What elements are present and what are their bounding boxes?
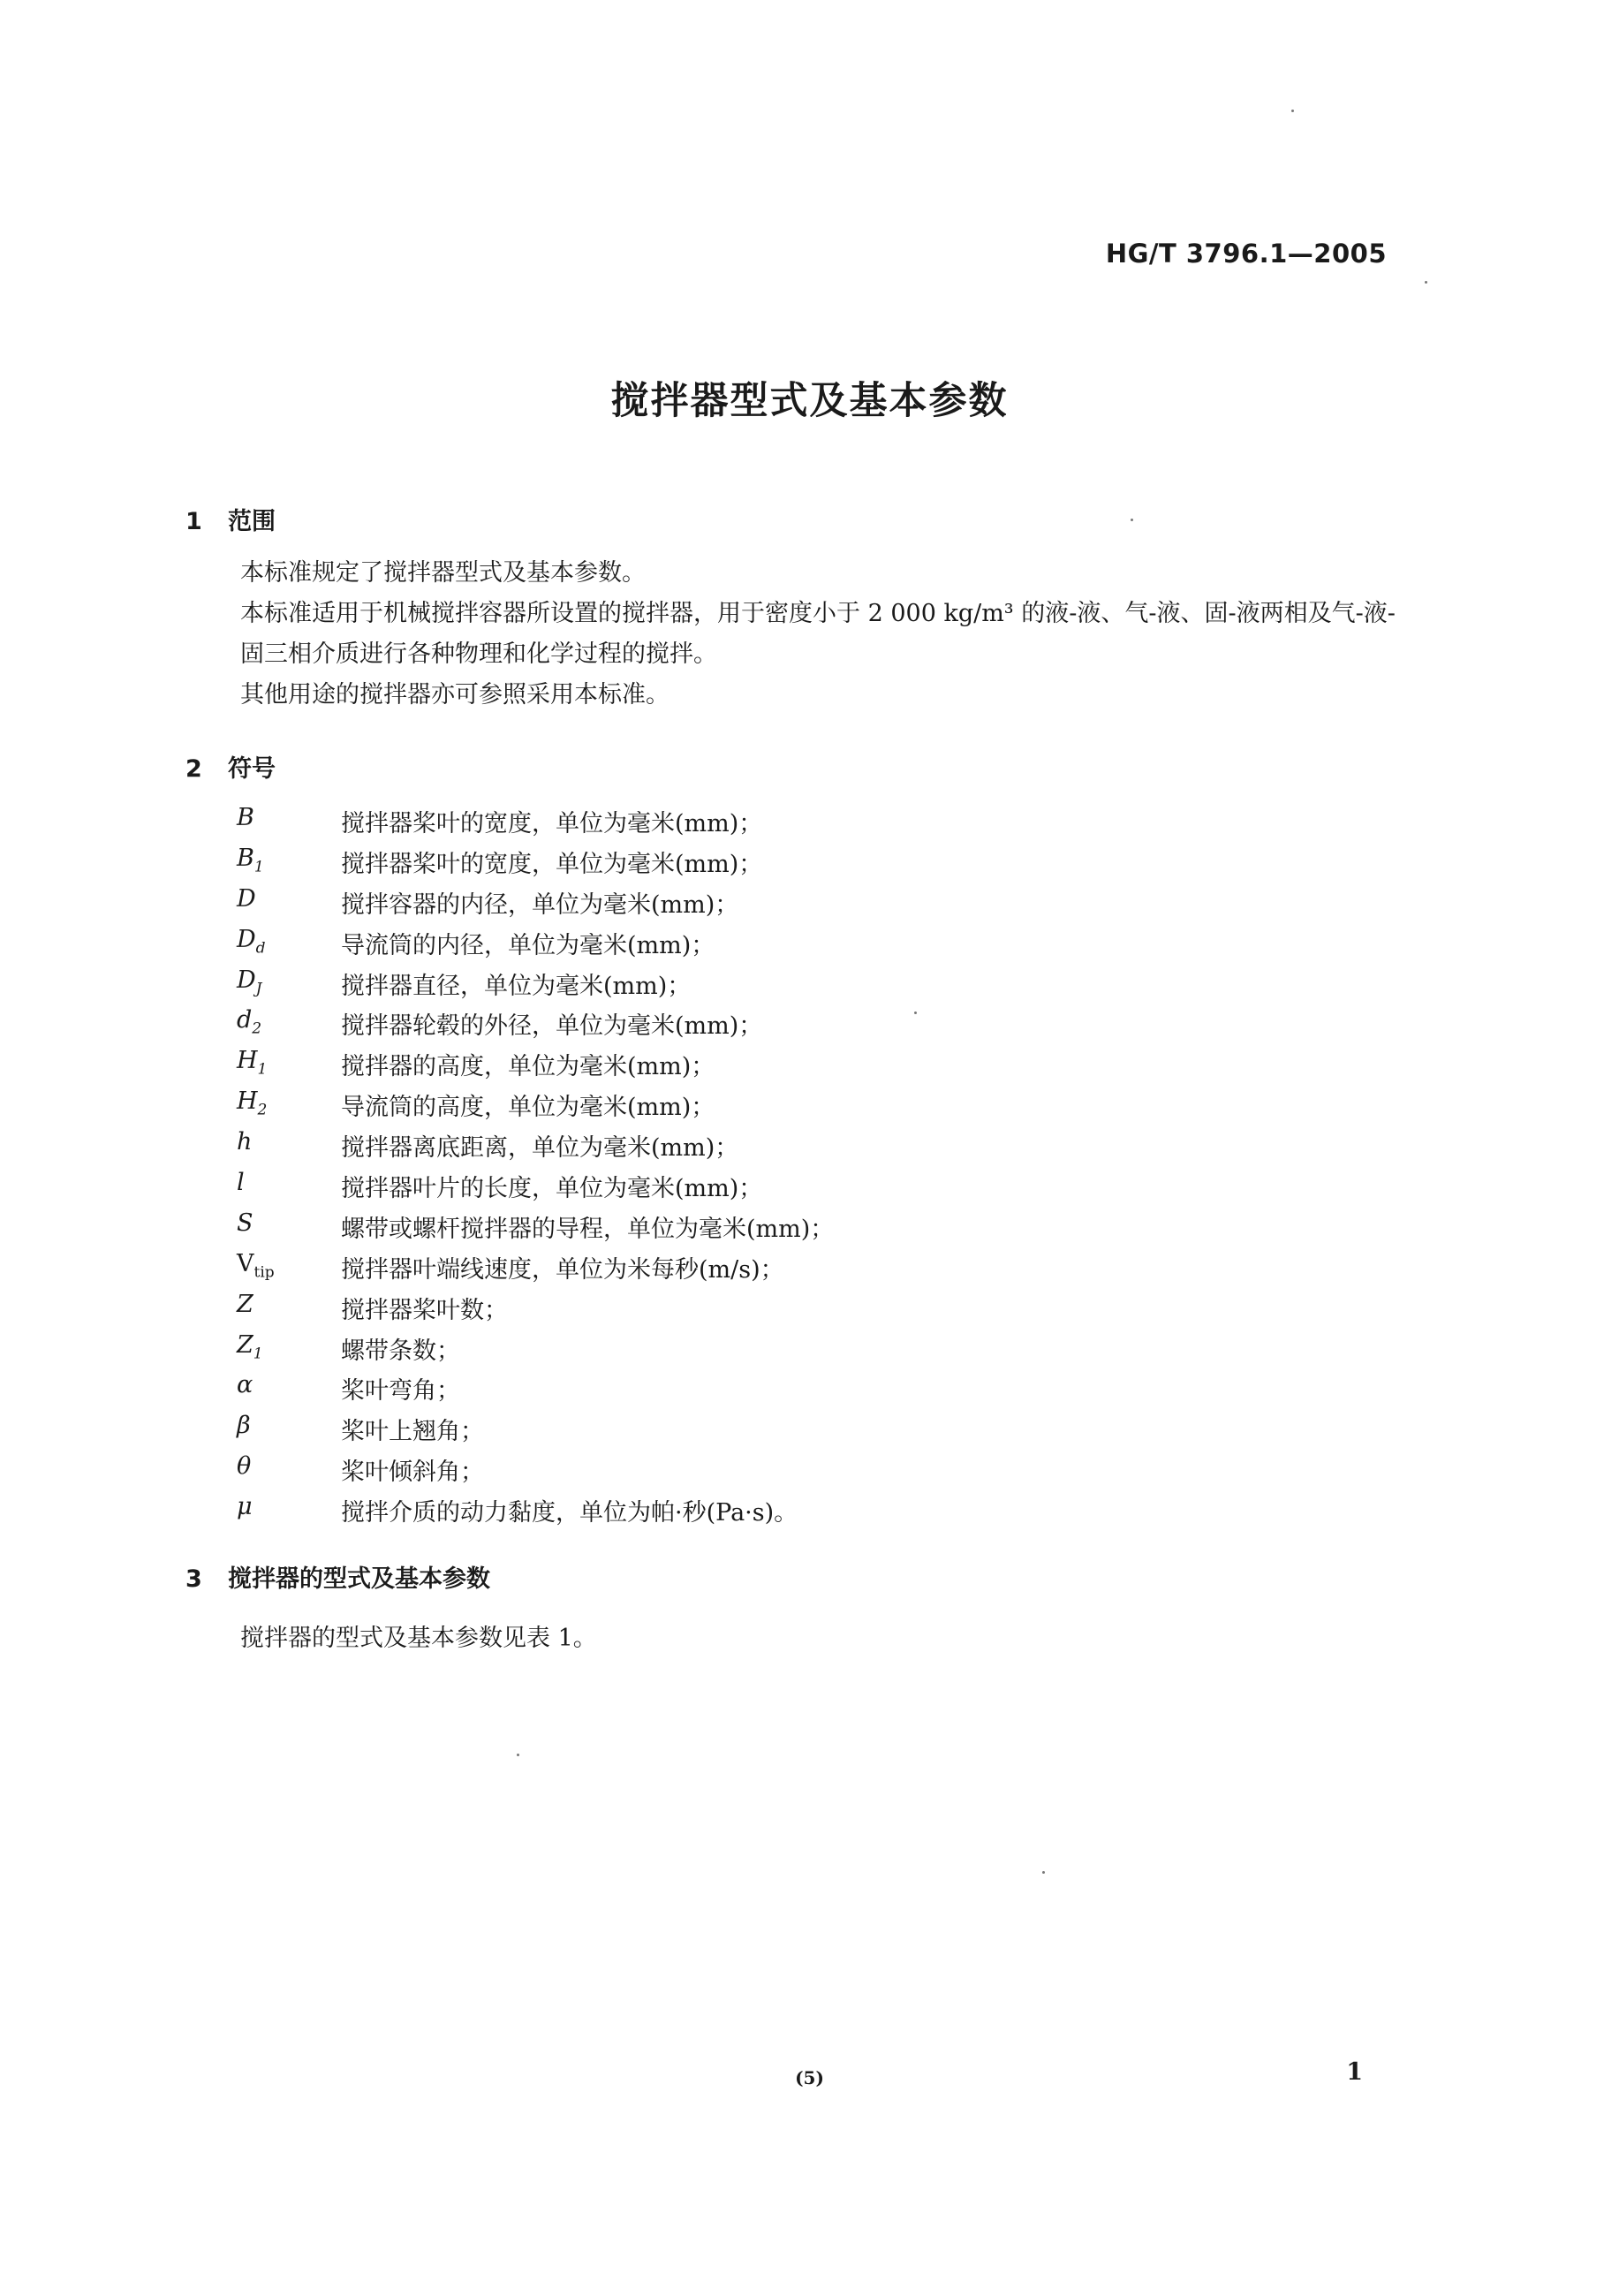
symbol-base: S <box>237 1209 253 1237</box>
symbol <box>237 1371 334 1398</box>
paragraph: 本标准规定了搅拌器型式及基本参数。 <box>240 559 646 587</box>
symbol-description: 桨叶弯角； <box>341 1377 460 1406</box>
scan-speck <box>517 1754 519 1756</box>
symbol-base: h <box>237 1128 253 1156</box>
scan-speck <box>1131 519 1133 521</box>
section-number: 1 <box>185 508 202 535</box>
symbol-description: 螺带或螺杆搅拌器的导程，单位为毫米(mm)； <box>341 1215 835 1243</box>
section-1-heading <box>185 502 276 536</box>
symbol-subscript: 1 <box>253 858 264 876</box>
symbol-description: 导流筒的高度，单位为毫米(mm)； <box>341 1094 715 1122</box>
section-1-body <box>185 553 1400 716</box>
symbol-description: 搅拌器的高度，单位为毫米(mm)； <box>341 1053 715 1081</box>
symbol <box>237 1331 334 1362</box>
symbol <box>237 966 334 997</box>
symbol-description: 搅拌器叶片的长度，单位为毫米(mm)； <box>341 1175 763 1203</box>
symbol <box>237 845 334 875</box>
symbol-base: H <box>237 1087 258 1116</box>
symbol-description: 螺带条数； <box>341 1337 460 1365</box>
symbol-subscript: 2 <box>257 1101 268 1119</box>
section-2-heading <box>185 749 276 784</box>
scan-speck <box>1425 281 1427 284</box>
symbol-base: μ <box>237 1493 253 1521</box>
symbol-subscript: tip <box>253 1263 275 1282</box>
symbol-base: D <box>237 966 256 994</box>
symbol-base: Z <box>237 1290 253 1318</box>
symbol-base: β <box>237 1412 251 1440</box>
symbol <box>237 1128 334 1156</box>
symbol-description: 搅拌介质的动力黏度，单位为帕·秒(Pa·s)。 <box>341 1499 798 1527</box>
symbol-subscript: 1 <box>257 1060 268 1079</box>
symbol-subscript: d <box>255 939 266 958</box>
symbol-base: D <box>237 884 256 913</box>
symbol-base: V <box>237 1249 254 1277</box>
symbol-description: 搅拌器直径，单位为毫米(mm)； <box>341 972 692 1000</box>
symbol-description: 桨叶上翘角； <box>341 1418 484 1446</box>
paragraph: 本标准适用于机械搅拌容器所设置的搅拌器，用于密度小于 2 000 kg/m³ 的液-液、气-液、固-液两相及气-液-固三相介质进行各种物理和化学过程的搅拌。 <box>240 600 1396 668</box>
symbol-base: θ <box>237 1452 252 1481</box>
section-number: 2 <box>185 755 202 783</box>
section-3-heading <box>185 1559 490 1594</box>
symbol <box>237 1087 334 1118</box>
paragraph: 搅拌器的型式及基本参数见表 1。 <box>240 1625 597 1652</box>
document-title: 搅拌器型式及基本参数 <box>610 379 1009 423</box>
scan-speck <box>914 1012 917 1014</box>
symbol-description: 搅拌器叶端线速度，单位为米每秒(m/s)； <box>341 1255 784 1284</box>
section-number: 3 <box>185 1565 202 1593</box>
symbol <box>237 885 334 913</box>
symbol <box>237 1452 334 1480</box>
symbol <box>237 926 334 957</box>
section-title: 符号 <box>228 755 276 783</box>
symbol <box>237 1047 334 1078</box>
symbol-description: 搅拌容器的内径，单位为毫米(mm)； <box>341 890 739 919</box>
symbol <box>237 1250 334 1281</box>
symbol-description: 桨叶倾斜角； <box>341 1459 484 1487</box>
symbol-base: H <box>237 1047 258 1075</box>
section-title: 搅拌器的型式及基本参数 <box>228 1565 490 1593</box>
section-3-body <box>185 1618 1400 1659</box>
symbol <box>237 804 334 831</box>
symbol-description: 搅拌器桨叶的宽度，单位为毫米(mm)； <box>341 850 763 878</box>
symbol-description: 搅拌器离底距离，单位为毫米(mm)； <box>341 1134 739 1163</box>
standard-number: HG/T 3796.1—2005 <box>1105 239 1387 269</box>
symbol <box>237 1169 334 1196</box>
symbol <box>237 1209 334 1237</box>
symbol-base: D <box>237 925 256 953</box>
paragraph: 其他用途的搅拌器亦可参照采用本标准。 <box>240 681 670 709</box>
symbol-description: 导流筒的内径，单位为毫米(mm)； <box>341 931 715 959</box>
symbol <box>237 1291 334 1318</box>
section-title: 范围 <box>228 508 276 535</box>
symbol-subscript: 1 <box>253 1344 263 1362</box>
symbol-base: l <box>237 1169 245 1197</box>
symbol-description: 搅拌器桨叶数； <box>341 1296 508 1324</box>
symbol <box>237 1412 334 1439</box>
symbol-description: 搅拌器桨叶的宽度，单位为毫米(mm)； <box>341 810 763 837</box>
symbol-base: d <box>237 1006 253 1034</box>
scan-speck <box>1291 110 1294 112</box>
symbol-base: α <box>237 1371 253 1399</box>
symbol-description: 搅拌器轮毂的外径，单位为毫米(mm)； <box>341 1012 763 1041</box>
symbol-base: B <box>237 844 254 872</box>
symbol <box>237 1493 334 1520</box>
symbol-base: B <box>237 804 254 831</box>
symbol-subscript: J <box>255 979 262 997</box>
symbol-subscript: 2 <box>252 1019 262 1038</box>
symbol <box>237 1006 334 1037</box>
page-number-right: 1 <box>1346 2058 1363 2086</box>
scan-speck <box>1042 1871 1045 1874</box>
page-number-center: (5) <box>795 2067 824 2088</box>
symbol-base: Z <box>237 1330 253 1359</box>
